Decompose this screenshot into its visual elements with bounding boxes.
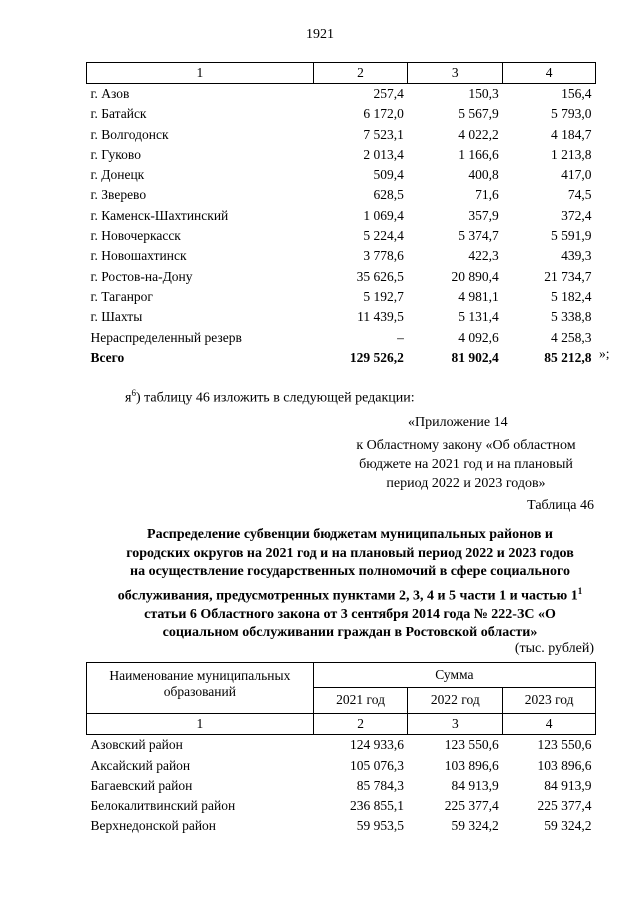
value-2022: 5 567,9 [458, 106, 499, 122]
table-row [87, 735, 596, 756]
value-2021: 35 626,5 [356, 268, 404, 284]
value-2022: 84 913,9 [451, 777, 499, 793]
col-number-2: 2 [313, 714, 408, 735]
value-2022: 5 131,4 [458, 309, 499, 325]
value-2021: 59 953,5 [356, 818, 404, 834]
value-2022: 123 550,6 [444, 737, 499, 753]
title-line: на осуществление государственных полномочий в сфере социального [130, 564, 570, 579]
row-name: г. Волгодонск [90, 126, 169, 142]
total-label: Всего [90, 349, 125, 365]
municipal-allocation-table-continued [86, 62, 596, 368]
row-name: г. Донецк [90, 167, 145, 183]
header-year-2021: 2021 год [313, 687, 408, 713]
paragraph-prefix: я [125, 390, 132, 406]
value-2023: 156,4 [561, 86, 592, 101]
col-number-4: 4 [503, 714, 596, 735]
value-2023: 4 258,3 [551, 329, 592, 345]
value-2022: 422,3 [468, 248, 499, 264]
value-2023: 1 213,8 [551, 146, 592, 162]
table-row [87, 185, 596, 205]
value-2022: 4 092,6 [458, 329, 499, 345]
col-number-4: 4 [503, 63, 596, 84]
title-line: статьи 6 Областного закона от 3 сентября 2014 года № 222-ЗС «О [144, 606, 556, 622]
table-row [87, 287, 596, 307]
col-number-2: 2 [313, 63, 408, 84]
paragraph-text: ) таблицу 46 изложить в следующей редакции: [135, 390, 415, 406]
column-number-row [87, 63, 596, 84]
col-number-1: 1 [87, 63, 314, 84]
value-2023: 84 913,9 [544, 777, 592, 793]
value-2022: 225 377,4 [444, 798, 499, 814]
value-2021: 5 192,7 [363, 288, 404, 304]
row-name: г. Каменск-Шахтинский [90, 207, 229, 223]
title-line: городских округов на 2021 год и на плановый период 2022 и 2023 годов [126, 545, 574, 561]
table-row [87, 246, 596, 266]
value-2021: – [397, 329, 404, 345]
table-row [87, 816, 596, 836]
value-2021: 2 013,4 [363, 146, 404, 162]
row-name: г. Зверево [90, 187, 147, 203]
value-2022: 1 166,6 [458, 146, 499, 162]
value-2023: 123 550,6 [537, 737, 592, 753]
value-2023: 5 182,4 [551, 288, 592, 304]
table-row [87, 776, 596, 796]
table-row [87, 165, 596, 185]
value-2021: 6 172,0 [363, 106, 404, 122]
col-number-3: 3 [408, 63, 503, 84]
value-2023: 225 377,4 [537, 798, 592, 814]
value-2023: 417,0 [561, 167, 592, 183]
value-2022: 4 981,1 [458, 288, 499, 304]
amendment-paragraph [125, 388, 415, 407]
row-name: г. Таганрог [90, 288, 153, 304]
table-row [87, 756, 596, 776]
col-number-1: 1 [87, 714, 314, 735]
table-row [87, 206, 596, 226]
title-sup: 1 [577, 585, 583, 596]
value-2023: 5 793,0 [551, 106, 592, 122]
total-2023: 85 212,8 [544, 349, 592, 365]
row-name: г. Гуково [90, 146, 141, 162]
title-line: социальном обслуживании граждан в Ростовской области» [162, 625, 538, 641]
value-2022: 20 890,4 [451, 268, 499, 284]
value-2022: 103 896,6 [444, 757, 499, 773]
closing-quote: »; [599, 346, 610, 361]
row-name: г. Шахты [90, 309, 143, 325]
table-row [87, 307, 596, 327]
table-title [92, 526, 608, 643]
row-name: Багаевский район [90, 777, 193, 793]
table-row [87, 328, 596, 348]
table-number: Таблица 46 [527, 498, 594, 513]
law-reference-line: период 2022 и 2023 годов» [386, 476, 546, 491]
title-line: Распределение субвенции бюджетам муниципальных районов и [147, 527, 553, 542]
title-line: обслуживания, предусмотренных пунктами 2, 3, 4 и 5 части 1 и частью $1^1$ [117, 585, 583, 604]
paragraph-sup: 6 [131, 388, 136, 398]
row-name: г. Азов [90, 86, 130, 101]
value-2021: 11 439,5 [357, 309, 404, 325]
value-2022: 71,6 [475, 187, 499, 203]
row-name: г. Батайск [90, 106, 147, 122]
law-reference-line: к Областному закону «Об областном [356, 438, 576, 453]
value-2022: 4 022,2 [458, 126, 499, 142]
row-name: Нераспределенный резерв [90, 329, 242, 345]
value-2022: 5 374,7 [458, 228, 499, 244]
header-year-2022: 2022 год [408, 687, 503, 713]
value-2021: 5 224,4 [363, 228, 404, 244]
units-label: (тыс. рублей) [514, 641, 594, 656]
value-2021: 105 076,3 [349, 757, 404, 773]
header-year-2023: 2023 год [503, 687, 596, 713]
table-row [87, 145, 596, 165]
row-name: Белокалитвинский район [90, 798, 236, 814]
value-2023: 439,3 [561, 248, 592, 264]
value-2021: 3 778,6 [363, 248, 404, 264]
page-number: 1921 [306, 27, 334, 42]
value-2022: 59 324,2 [451, 818, 499, 834]
row-name: Аксайский район [90, 757, 191, 773]
law-reference [335, 436, 597, 493]
value-2021: 1 069,4 [363, 207, 404, 223]
value-2021: 509,4 [373, 167, 404, 183]
header-sum: Сумма [313, 663, 595, 688]
row-name: г. Ростов-на-Дону [90, 268, 193, 284]
header-row-sum [87, 663, 596, 688]
total-2021: 129 526,2 [349, 349, 404, 365]
value-2023: 5 591,9 [551, 228, 592, 244]
value-2021: 124 933,6 [349, 737, 404, 753]
row-name: Азовский район [90, 737, 183, 753]
row-name: Верхнедонской район [90, 818, 217, 834]
value-2023: 372,4 [561, 207, 592, 223]
value-2021: 236 855,1 [349, 798, 404, 814]
table-row [87, 125, 596, 145]
value-2023: 21 734,7 [544, 268, 592, 284]
value-2021: 85 784,3 [356, 777, 404, 793]
value-2023: 59 324,2 [544, 818, 592, 834]
law-reference-line: бюджете на 2021 год и на плановый [359, 457, 573, 472]
value-2021: 628,5 [373, 187, 404, 203]
value-2022: 150,3 [468, 86, 499, 101]
value-2021: 7 523,1 [363, 126, 404, 142]
column-number-row [87, 714, 596, 735]
value-2023: 5 338,8 [551, 309, 592, 325]
appendix-label: «Приложение 14 [408, 415, 508, 430]
total-2022: 81 902,4 [451, 349, 499, 365]
subvention-table [86, 662, 596, 837]
table-row [87, 226, 596, 246]
row-name: г. Новошахтинск [90, 248, 187, 264]
table-row [87, 796, 596, 816]
value-2023: 74,5 [567, 187, 592, 203]
row-name: г. Новочеркасск [90, 228, 181, 244]
table-row [87, 267, 596, 287]
value-2021: 257,4 [373, 86, 404, 101]
total-row [87, 348, 596, 368]
value-2023: 103 896,6 [537, 757, 592, 773]
value-2022: 357,9 [468, 207, 499, 223]
value-2023: 4 184,7 [551, 126, 592, 142]
value-2022: 400,8 [468, 167, 499, 183]
table-row [87, 84, 596, 105]
table-row [87, 104, 596, 124]
col-number-3: 3 [408, 714, 503, 735]
header-municipality: Наименование муниципальных образований [87, 663, 314, 714]
